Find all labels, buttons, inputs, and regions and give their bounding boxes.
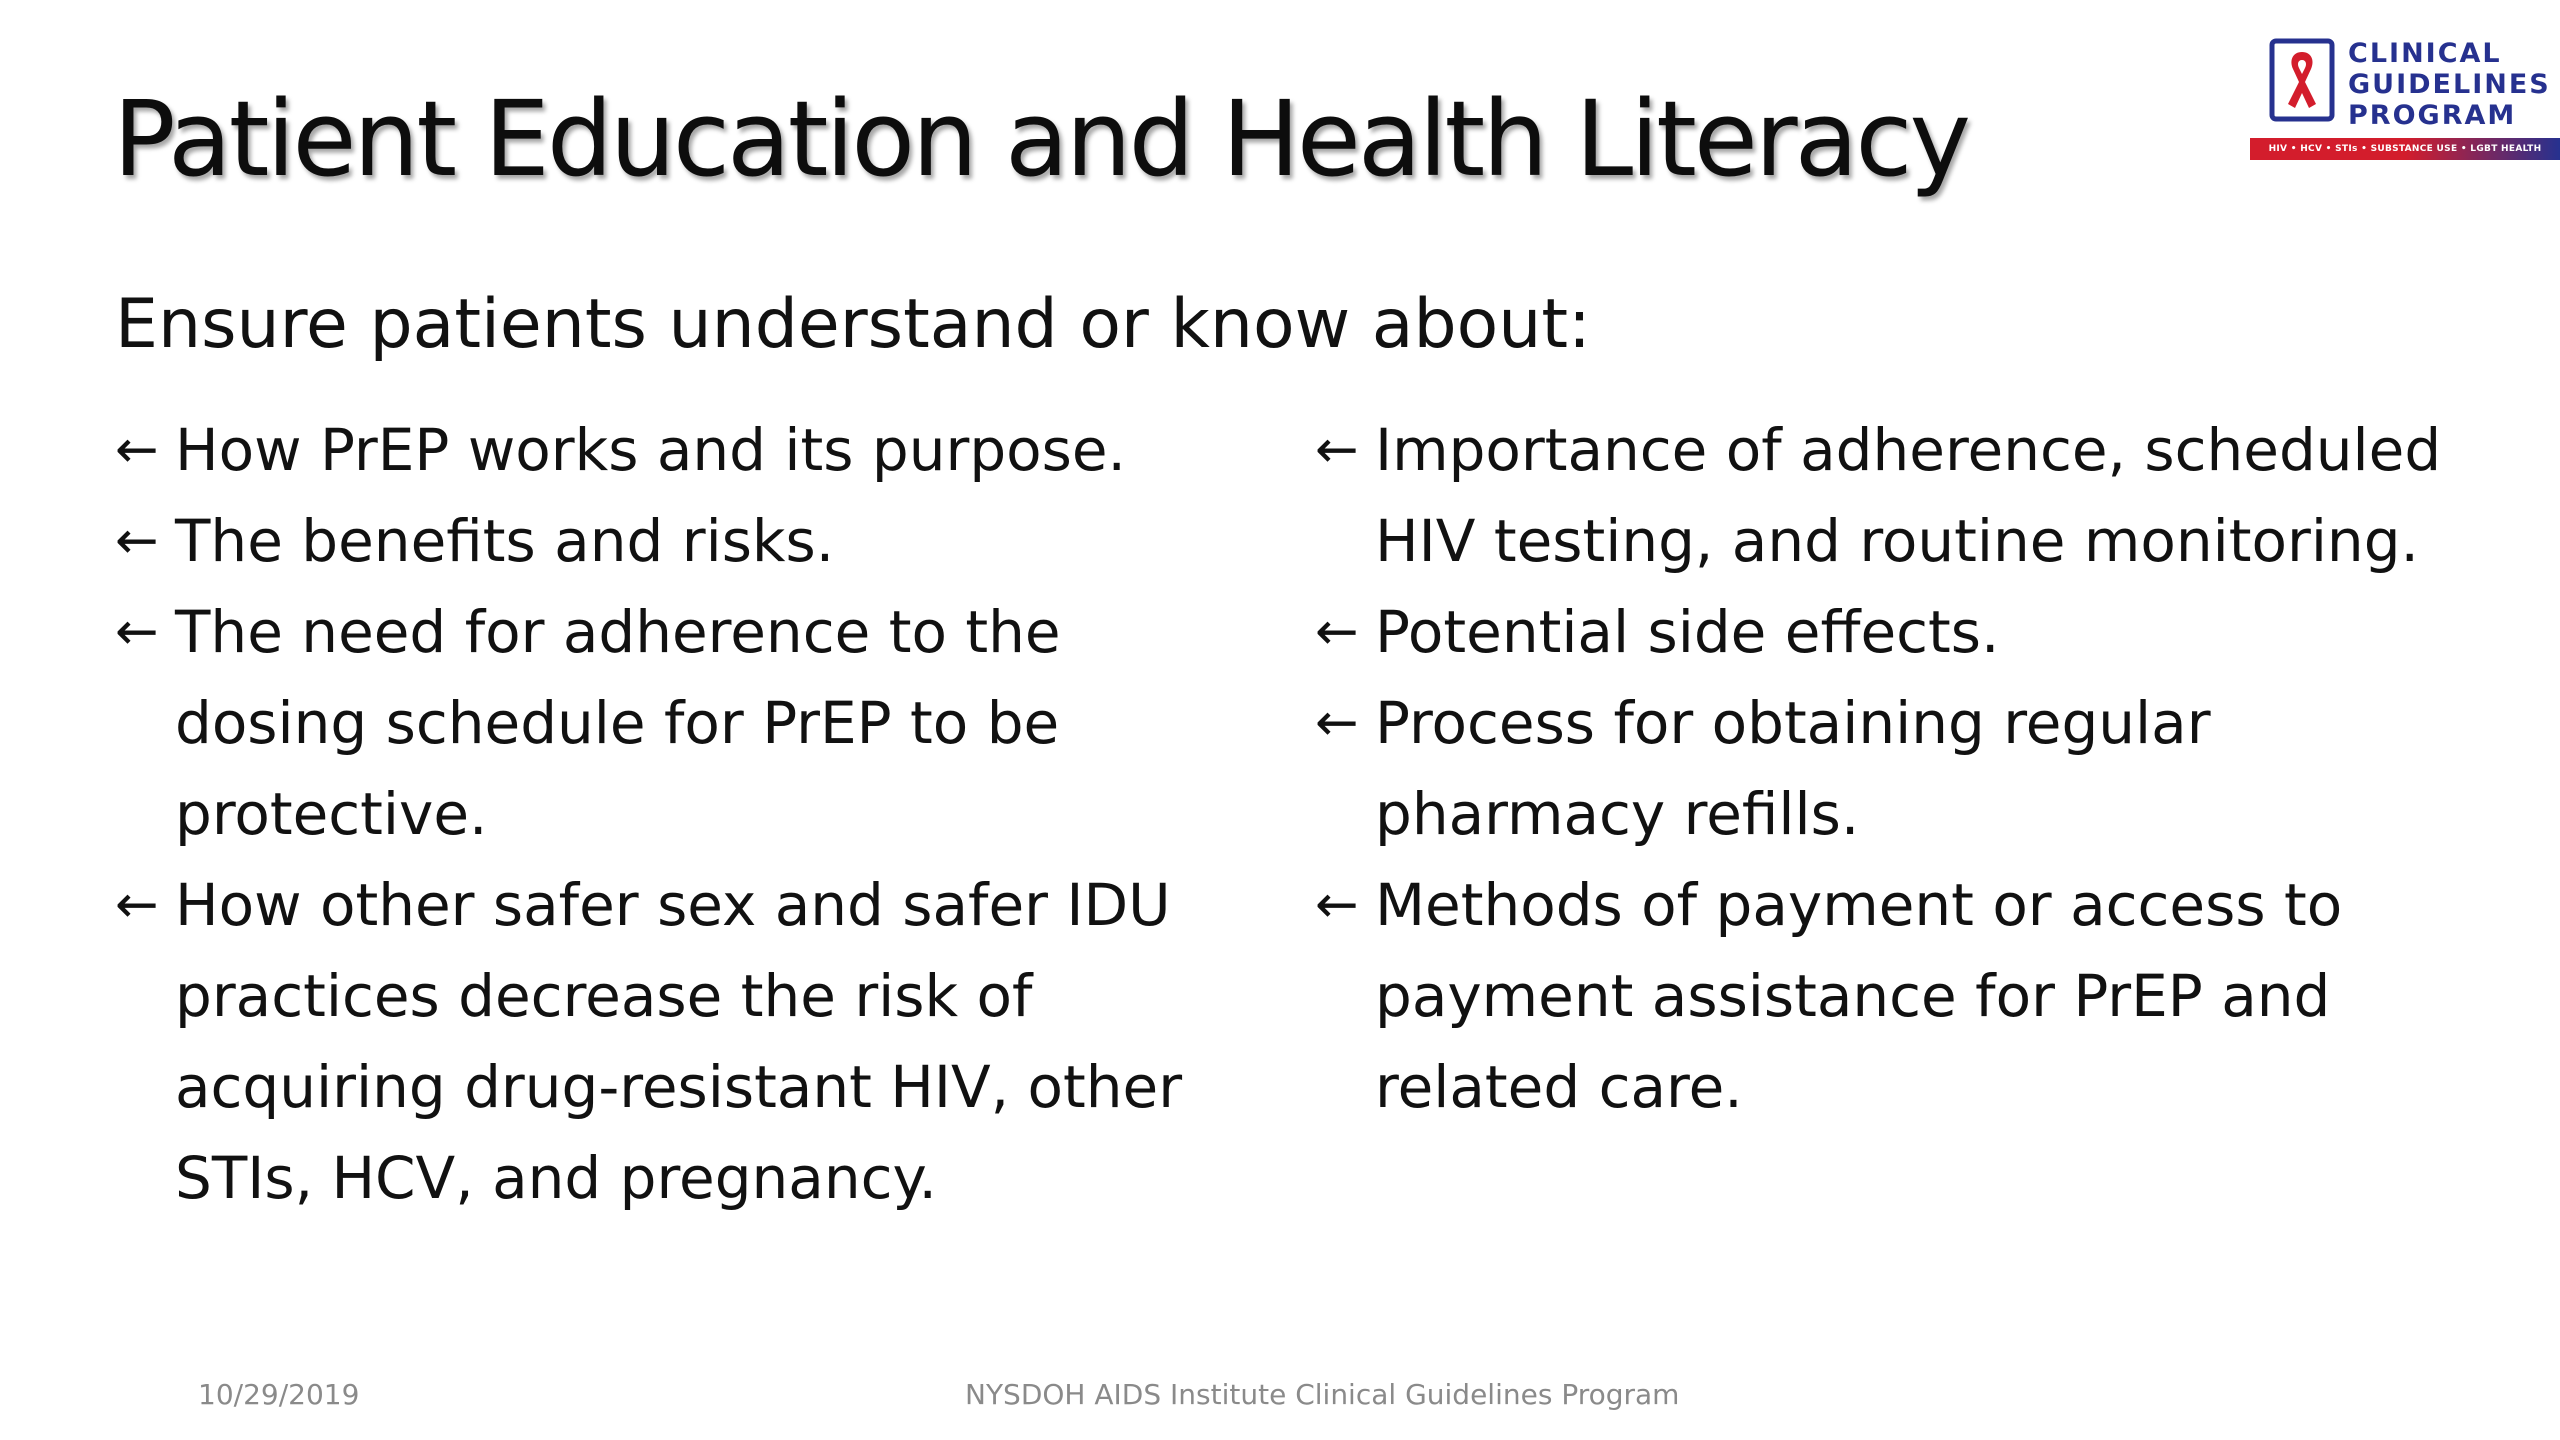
list-item-text: Methods of payment or access to payment assistance for PrEP and related care. [1375,871,2343,1121]
list-item-text: Importance of adherence, scheduled HIV testing, and routine monitoring. [1375,416,2442,575]
list-item [1315,405,2515,587]
left-arrow-icon: ← [1315,602,1359,662]
logo-wordmark [2348,38,2551,131]
logo-tagline: HIV • HCV • STIs • SUBSTANCE USE • LGBT HEALTH [2250,138,2560,160]
footer-date: 10/29/2019 [198,1378,360,1411]
logo-line-program: PROGRAM [2348,100,2517,131]
clinical-guidelines-logo [2250,38,2560,163]
list-item [1315,587,2515,678]
logo-line-clinical: CLINICAL [2348,38,2502,69]
slide-title: Patient Education and Health Literacy [113,78,1969,200]
list-item-text: Potential side effects. [1375,598,2000,666]
footer-text: NYSDOH AIDS Institute Clinical Guidelines Program [965,1378,1680,1411]
red-ribbon-icon [2269,38,2335,122]
list-item [115,496,1255,587]
left-arrow-icon: ← [115,511,159,571]
left-arrow-icon: ← [1315,693,1359,753]
left-bullet-list [115,405,1255,1224]
list-item-text: How other safer sex and safer IDU practices decrease the risk of acquiring drug-resistant HIV, other STIs, HCV, and pregnancy. [175,871,1183,1212]
left-arrow-icon: ← [1315,875,1359,935]
list-item [1315,860,2515,1133]
left-arrow-icon: ← [115,602,159,662]
list-item [115,405,1255,496]
right-bullet-list [1315,405,2515,1133]
logo-line-guidelines: GUIDELINES [2348,69,2551,100]
list-item-text: The need for adherence to the dosing schedule for PrEP to be protective. [175,598,1061,848]
list-item-text: The benefits and risks. [175,507,835,575]
list-item [115,587,1255,860]
left-arrow-icon: ← [115,420,159,480]
list-item-text: Process for obtaining regular pharmacy refills. [1375,689,2211,848]
list-item-text: How PrEP works and its purpose. [175,416,1126,484]
slide-subtitle: Ensure patients understand or know about: [115,285,1591,364]
left-arrow-icon: ← [115,875,159,935]
list-item [1315,678,2515,860]
list-item [115,860,1255,1224]
left-arrow-icon: ← [1315,420,1359,480]
